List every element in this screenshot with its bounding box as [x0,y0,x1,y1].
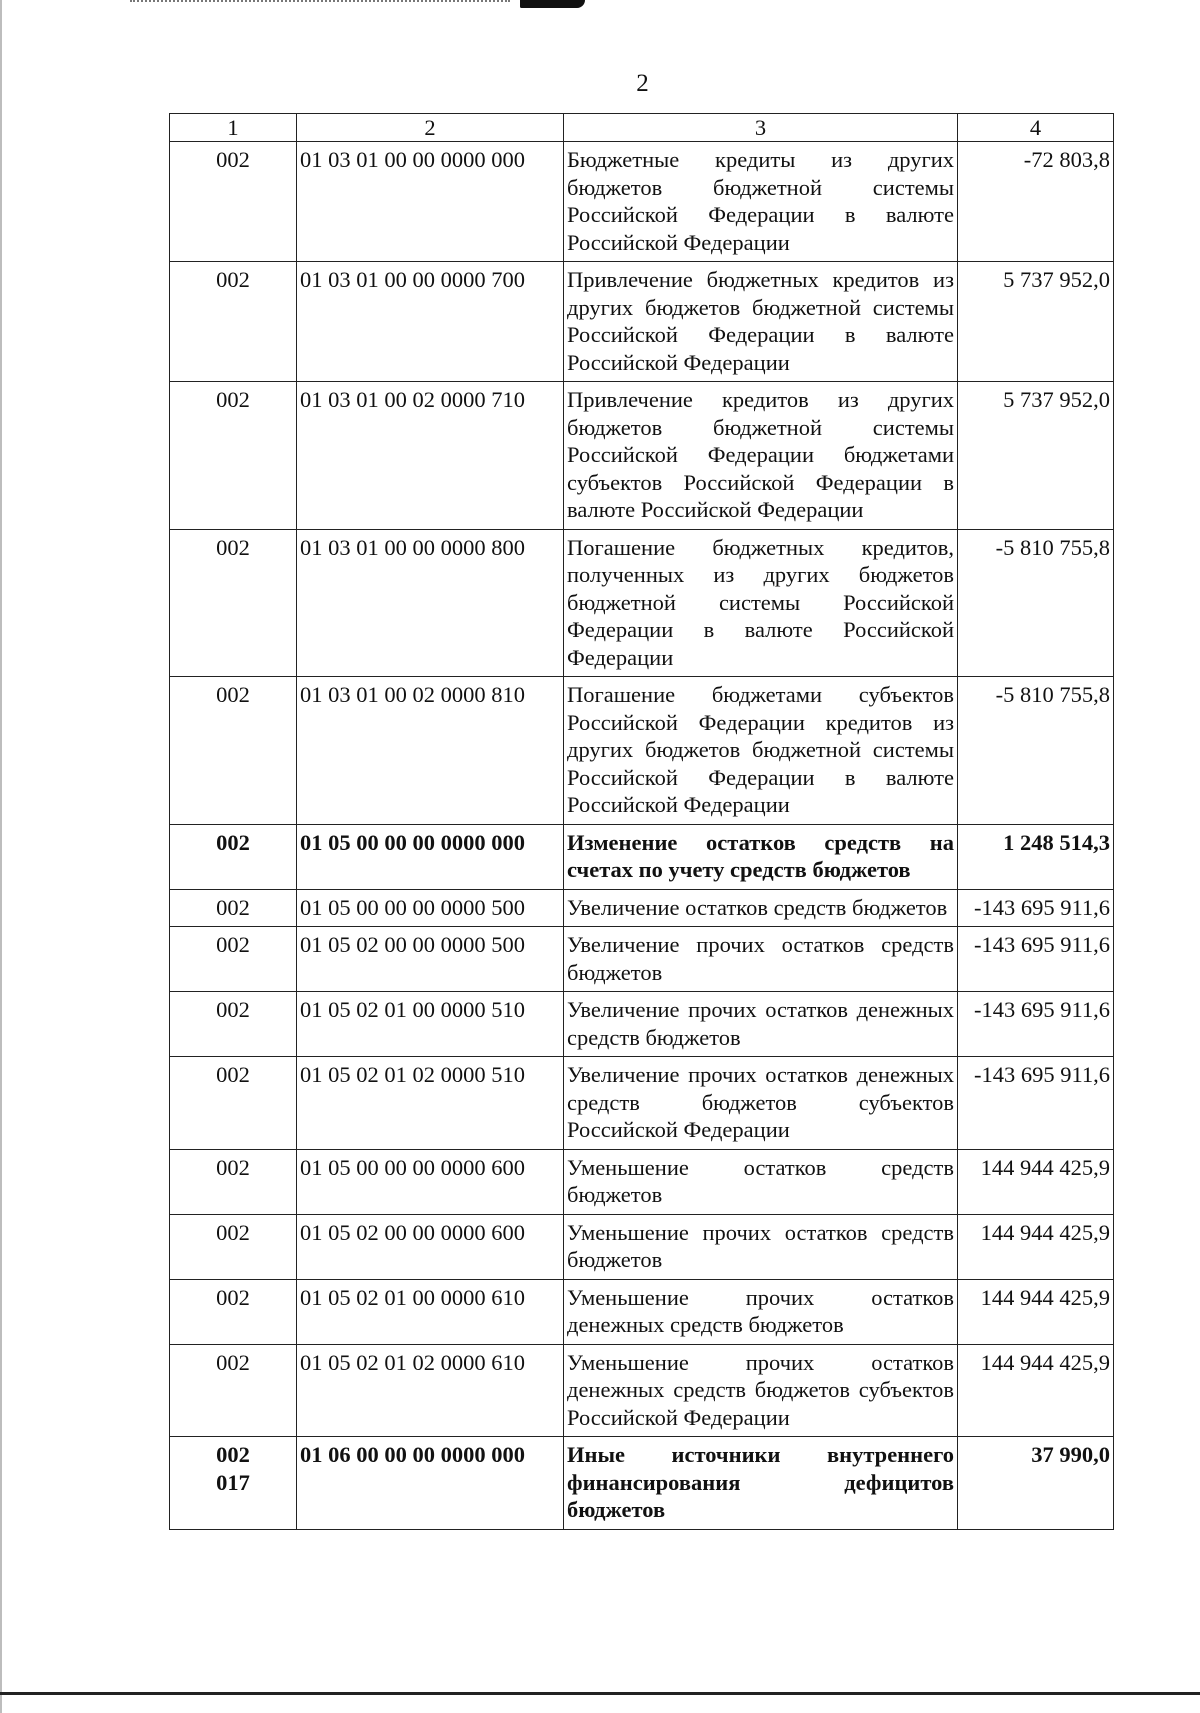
row-budget-code: 01 05 02 01 02 0000 610 [297,1344,564,1437]
row-amount: 144 944 425,9 [958,1214,1114,1279]
table-row [170,824,1114,889]
row-org-code: 002 [170,1149,297,1214]
row-amount: -143 695 911,6 [958,992,1114,1057]
scan-edge-left [0,0,2,1713]
table-row [170,889,1114,927]
table-body [170,142,1114,1530]
row-description: Привлечение бюджетных кредитов из других бюджетов бюджетной системы Российской Федерации в валюте Российской Федерации [564,262,958,382]
table-row [170,1344,1114,1437]
row-amount: 144 944 425,9 [958,1279,1114,1344]
scan-edge-bottom [0,1692,1200,1695]
row-description: Погашение бюджетных кредитов, полученных из других бюджетов бюджетной системы Российской Федерации в валюте Российской Федерации [564,529,958,677]
table-row [170,992,1114,1057]
budget-sources-table [169,113,1114,1530]
row-budget-code: 01 03 01 00 02 0000 710 [297,382,564,530]
table-row [170,1149,1114,1214]
row-description: Уменьшение прочих остатков денежных средств бюджетов [564,1279,958,1344]
row-description: Увеличение прочих остатков средств бюджетов [564,927,958,992]
row-budget-code: 01 05 02 00 00 0000 600 [297,1214,564,1279]
row-amount: -72 803,8 [958,142,1114,262]
row-amount: -143 695 911,6 [958,927,1114,992]
row-amount: 144 944 425,9 [958,1344,1114,1437]
row-org-code: 002 [170,142,297,262]
row-org-code: 002 [170,529,297,677]
row-description: Уменьшение остатков средств бюджетов [564,1149,958,1214]
row-description: Увеличение прочих остатков денежных средств бюджетов субъектов Российской Федерации [564,1057,958,1150]
row-org-code: 002 [170,824,297,889]
row-description: Увеличение прочих остатков денежных средств бюджетов [564,992,958,1057]
row-org-code: 002 [170,382,297,530]
row-org-code: 002 017 [170,1437,297,1530]
row-budget-code: 01 03 01 00 00 0000 000 [297,142,564,262]
row-amount: 37 990,0 [958,1437,1114,1530]
row-description: Уменьшение прочих остатков средств бюджетов [564,1214,958,1279]
row-description: Увеличение остатков средств бюджетов [564,889,958,927]
row-budget-code: 01 06 00 00 00 0000 000 [297,1437,564,1530]
header-col-3: 3 [564,114,958,142]
row-org-code: 002 [170,677,297,825]
row-budget-code: 01 05 02 01 00 0000 510 [297,992,564,1057]
header-col-2: 2 [297,114,564,142]
row-amount: 5 737 952,0 [958,382,1114,530]
table-row [170,677,1114,825]
row-description: Изменение остатков средств на счетах по учету средств бюджетов [564,824,958,889]
row-budget-code: 01 03 01 00 00 0000 800 [297,529,564,677]
row-budget-code: 01 05 02 01 02 0000 510 [297,1057,564,1150]
row-org-code: 002 [170,1344,297,1437]
row-org-code: 002 [170,889,297,927]
row-budget-code: 01 05 02 00 00 0000 500 [297,927,564,992]
table-header-row [170,114,1114,142]
header-col-4: 4 [958,114,1114,142]
row-budget-code: 01 05 00 00 00 0000 500 [297,889,564,927]
row-org-code: 002 [170,1214,297,1279]
table-row [170,1279,1114,1344]
row-amount: -5 810 755,8 [958,529,1114,677]
row-org-code: 002 [170,992,297,1057]
table-row [170,382,1114,530]
scan-artifact-mark [520,0,585,8]
row-amount: -143 695 911,6 [958,889,1114,927]
row-description: Иные источники внутреннего финансирования дефицитов бюджетов [564,1437,958,1530]
row-org-code: 002 [170,1057,297,1150]
row-amount: -143 695 911,6 [958,1057,1114,1150]
row-budget-code: 01 03 01 00 00 0000 700 [297,262,564,382]
row-description: Уменьшение прочих остатков денежных средств бюджетов субъектов Российской Федерации [564,1344,958,1437]
row-amount: 144 944 425,9 [958,1149,1114,1214]
table-row [170,529,1114,677]
row-amount: -5 810 755,8 [958,677,1114,825]
page-number: 2 [636,70,649,97]
table-row [170,262,1114,382]
table-row [170,1057,1114,1150]
row-budget-code: 01 05 02 01 00 0000 610 [297,1279,564,1344]
row-org-code: 002 [170,1279,297,1344]
row-description: Привлечение кредитов из других бюджетов бюджетной системы Российской Федерации бюджетами субъектов Российской Федерации в валюте Российской Федерации [564,382,958,530]
table-row [170,927,1114,992]
row-org-code: 002 [170,927,297,992]
header-col-1: 1 [170,114,297,142]
table-row [170,1437,1114,1530]
row-org-code: 002 [170,262,297,382]
row-budget-code: 01 05 00 00 00 0000 600 [297,1149,564,1214]
row-budget-code: 01 03 01 00 02 0000 810 [297,677,564,825]
table-row [170,1214,1114,1279]
row-amount: 5 737 952,0 [958,262,1114,382]
scan-artifact-top [130,0,510,5]
row-amount: 1 248 514,3 [958,824,1114,889]
row-budget-code: 01 05 00 00 00 0000 000 [297,824,564,889]
row-description: Бюджетные кредиты из других бюджетов бюджетной системы Российской Федерации в валюте Российской Федерации [564,142,958,262]
row-description: Погашение бюджетами субъектов Российской Федерации кредитов из других бюджетов бюджетной системы Российской Федерации в валюте Российской Федерации [564,677,958,825]
table-row [170,142,1114,262]
